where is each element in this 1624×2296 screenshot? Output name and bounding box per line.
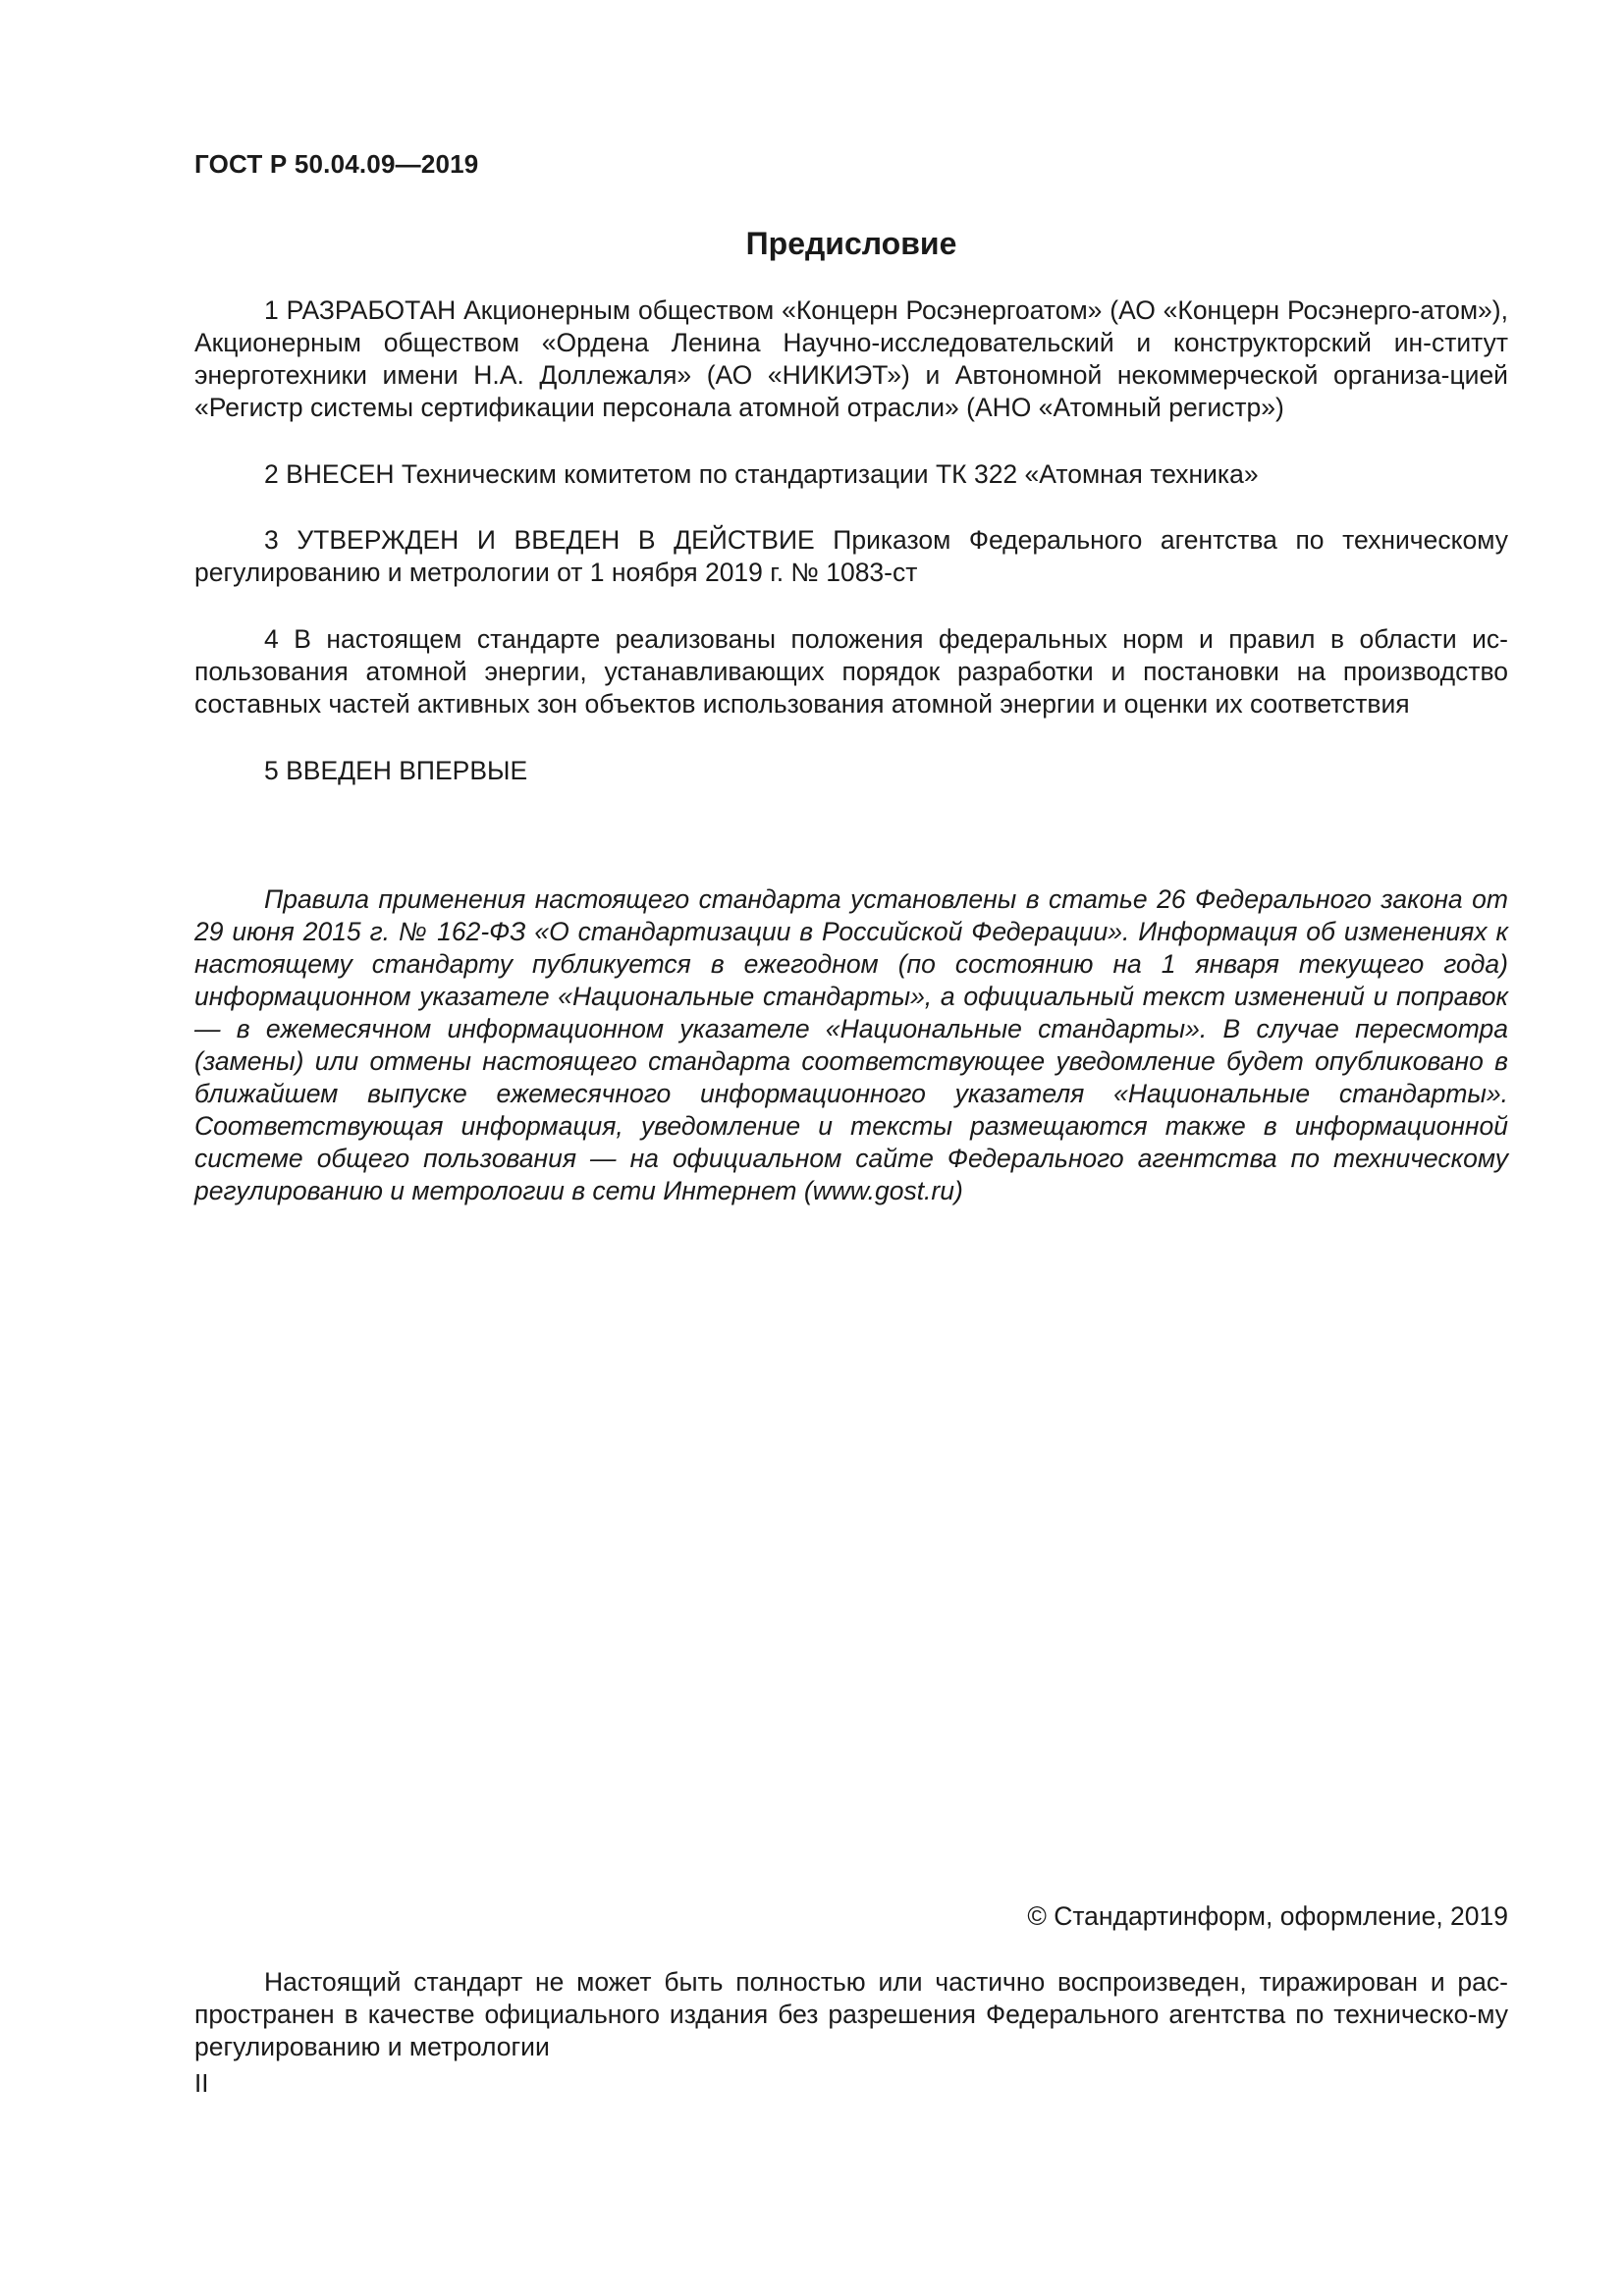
paragraph-introduced-by — [194, 458, 1508, 491]
page-title: Предисловие — [745, 226, 957, 261]
paragraph-implemented-provisions — [194, 623, 1508, 721]
paragraph-first-introduced — [194, 755, 1508, 787]
paragraph-text: 1 РАЗРАБОТАН Акционерным обществом «Концерн Росэнергоатом» (АО «Концерн Росэнерго-атом»), Акционерным обществом «Ордена Ленина Научно-исследовательский и конструкторский ин-ститут энерготехники имени Н.А. Доллежаля» (АО «НИКИЭТ») и Автономной некоммерческой организа-цией «Регистр системы сертификации персонала атомной отрасли» (АНО «Атомный регистр») — [194, 295, 1508, 422]
paragraph-approved — [194, 524, 1508, 589]
paragraph-text: 5 ВВЕДЕН ВПЕРВЫЕ — [264, 756, 528, 785]
reproduction-text: Настоящий стандарт не может быть полностью или частично воспроизведен, тиражирован и рас-пространен в качестве официального издания без разрешения Федерального агентства по техническо-му регулированию и метрологии — [194, 1967, 1508, 2061]
paragraph-text: 4 В настоящем стандарте реализованы положения федеральных норм и правил в области ис-пользования атомной энергии, устанавливающих порядок разработки и постановки на производство составных частей активных зон объектов использования атомной энергии и оценки их соответствия — [194, 624, 1508, 719]
paragraph-developed-by — [194, 294, 1508, 424]
page-number: II — [194, 2068, 209, 2098]
paragraph-text: 2 ВНЕСЕН Техническим комитетом по стандартизации ТК 322 «Атомная техника» — [264, 459, 1259, 489]
standard-code: ГОСТ Р 50.04.09—2019 — [194, 149, 479, 179]
paragraph-text: 3 УТВЕРЖДЕН И ВВЕДЕН В ДЕЙСТВИЕ Приказом Федерального агентства по техническому регулированию и метрологии от 1 ноября 2019 г. № 1083-ст — [194, 525, 1508, 587]
application-rules-notice — [194, 883, 1508, 1207]
notice-text: Правила применения настоящего стандарта установлены в статье 26 Федерального закона от 29 июня 2015 г. № 162-ФЗ «О стандартизации в Российской Федерации». Информация об изменениях к настоящему стандарту публикуется в ежегодном (по состоянию на 1 января текущего года) информационном указателе «Национальные стандарты», а официальный текст изменений и поправок — в ежемесячном информационном указателе «Национальные стандарты». В случае пересмотра (замены) или отмены настоящего стандарта соответствующее уведомление будет опубликовано в ближайшем выпуске ежемесячного информационного указателя «Национальные стандарты». Соответствующая информация, уведомление и тексты размещаются также в информационной системе общего пользования — на официальном сайте Федерального агентства по техническому регулированию и метрологии в сети Интернет (www.gost.ru) — [194, 884, 1508, 1205]
reproduction-notice — [194, 1966, 1508, 2063]
copyright-line: © Стандартинформ, оформление, 2019 — [1027, 1901, 1508, 1931]
